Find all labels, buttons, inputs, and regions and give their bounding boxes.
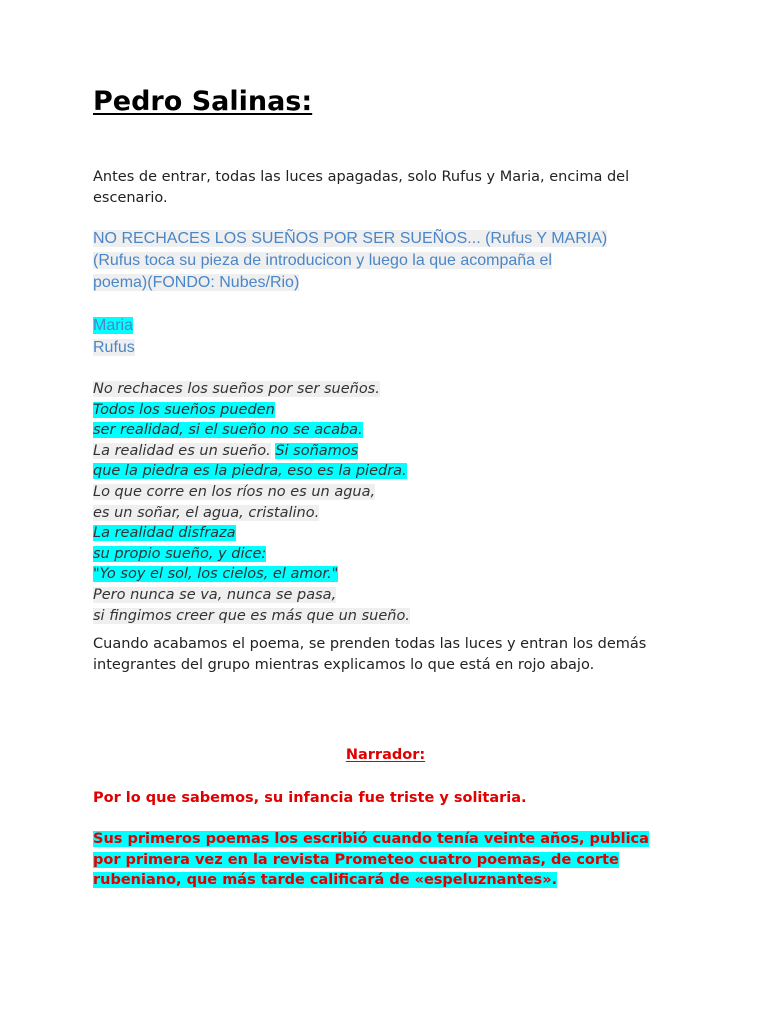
roles-list <box>93 315 135 359</box>
poem-line: que la piedra es la piedra, eso es la piedra. <box>93 463 407 480</box>
poem-line: ser realidad, si el sueño no se acaba. <box>93 422 363 439</box>
narration-paragraph-1 <box>93 788 678 809</box>
song-line-3: poema)(FONDO: Nubes/Rio) <box>93 274 300 291</box>
role-rufus: Rufus <box>93 339 135 356</box>
poem-line: es un soñar, el agua, cristalino. <box>93 504 320 521</box>
poem-line: su propio sueño, y dice: <box>93 545 267 562</box>
poem-line: No rechaces los sueños por ser sueños. <box>93 381 380 397</box>
poem-line: Si soñamos <box>275 442 359 459</box>
narration-text-2: Sus primeros poemas los escribió cuando tenía veinte años, publica por primera vez en la revista Prometeo cuatro poemas, de corte rubeniano, que más tarde calificará de «espeluznantes». <box>93 831 649 888</box>
song-line-1: NO RECHACES LOS SUEÑOS POR SER SUEÑOS... (Rufus Y MARIA) <box>93 230 608 247</box>
poem-line: Todos los sueños pueden <box>93 401 275 418</box>
song-heading <box>93 228 678 294</box>
page-title: Pedro Salinas: <box>93 86 313 117</box>
poem <box>93 379 678 626</box>
narrator-label: Narrador: <box>345 747 426 763</box>
poem-line: La realidad es un sueño. <box>93 442 271 459</box>
after-poem-paragraph: Cuando acabamos el poema, se prenden todas las luces y entran los demás integrantes del grupo mientras explicamos lo que está en rojo abajo. <box>93 636 647 673</box>
role-maria: Maria <box>93 317 134 334</box>
intro-paragraph: Antes de entrar, todas las luces apagadas, solo Rufus y Maria, encima del escenario. <box>93 169 630 206</box>
poem-line: Pero nunca se va, nunca se pasa, <box>93 586 337 603</box>
narrator-heading <box>93 747 678 763</box>
poem-line: "Yo soy el sol, los cielos, el amor." <box>93 566 339 583</box>
poem-line: Lo que corre en los ríos no es un agua, <box>93 483 376 500</box>
narration-text-1: Por lo que sabemos, su infancia fue triste y solitaria. <box>93 790 527 806</box>
narration-paragraph-2 <box>93 829 678 891</box>
poem-line: si fingimos creer que es más que un sueño. <box>93 607 410 624</box>
poem-line: La realidad disfraza <box>93 525 236 542</box>
song-line-2: (Rufus toca su pieza de introducicon y luego la que acompaña el <box>93 252 552 269</box>
